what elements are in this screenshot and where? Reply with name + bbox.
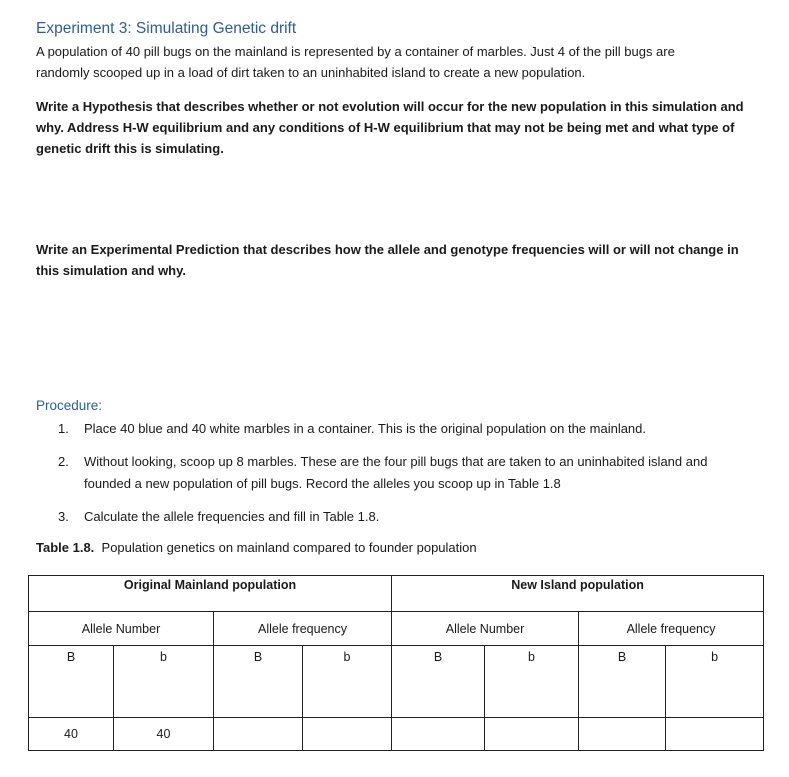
allele-cell: b	[114, 646, 214, 718]
caption-text: Population genetics on mainland compared to founder population	[94, 540, 477, 555]
step-text: Place 40 blue and 40 white marbles in a container. This is the original population on the mainland.	[84, 421, 647, 436]
caption-label: Table 1.8.	[36, 540, 95, 555]
population-table	[28, 575, 764, 751]
step-text: Without looking, scoop up 8 marbles. These are the four pill bugs that are taken to an uninhabited island and	[84, 454, 708, 469]
value-cell[interactable]	[392, 718, 485, 751]
page-title: Experiment 3: Simulating Genetic drift	[36, 20, 297, 37]
allele-cell: B	[214, 646, 303, 718]
table-caption	[36, 540, 477, 555]
allele-cell: B	[579, 646, 666, 718]
value-cell[interactable]	[303, 718, 392, 751]
value-cell[interactable]: 40	[114, 718, 214, 751]
allele-cell: B	[29, 646, 114, 718]
subheader-cell: Allele frequency	[579, 612, 764, 646]
step-text: Calculate the allele frequencies and fill in Table 1.8.	[84, 509, 380, 524]
prediction-prompt	[36, 239, 756, 281]
allele-cell: b	[666, 646, 764, 718]
intro-line: A population of 40 pill bugs on the mainland is represented by a container of marbles. Just 4 of the pill bugs are	[36, 44, 675, 59]
hypothesis-line: Write a Hypothesis that describes whether or not evolution will occur for the new population in this simulation and	[36, 99, 744, 114]
allele-cell: b	[485, 646, 579, 718]
hypothesis-prompt	[36, 96, 756, 159]
intro-paragraph	[36, 41, 756, 83]
prediction-line: Write an Experimental Prediction that describes how the allele and genotype frequencies will or will not change in	[36, 242, 739, 257]
prediction-line: this simulation and why.	[36, 263, 186, 278]
allele-cell: b	[303, 646, 392, 718]
intro-line: randomly scooped up in a load of dirt taken to an uninhabited island to create a new population.	[36, 65, 586, 80]
step-number: 2.	[58, 454, 69, 469]
mainland-header: Original Mainland population	[29, 576, 392, 612]
value-cell[interactable]: 40	[29, 718, 114, 751]
step-number: 3.	[58, 509, 69, 524]
value-cell[interactable]	[485, 718, 579, 751]
hypothesis-line: why. Address H-W equilibrium and any conditions of H-W equilibrium that may not be being met and what type of	[36, 120, 735, 135]
step-number: 1.	[58, 421, 69, 436]
value-cell[interactable]	[666, 718, 764, 751]
allele-cell: B	[392, 646, 485, 718]
hypothesis-line: genetic drift this is simulating.	[36, 141, 224, 156]
subheader-cell: Allele frequency	[214, 612, 392, 646]
step-text: founded a new population of pill bugs. Record the alleles you scoop up in Table 1.8	[84, 476, 561, 491]
subheader-cell: Allele Number	[29, 612, 214, 646]
procedure-heading: Procedure:	[36, 398, 103, 413]
subheader-cell: Allele Number	[392, 612, 579, 646]
value-cell[interactable]	[579, 718, 666, 751]
island-header: New Island population	[392, 576, 764, 612]
value-cell[interactable]	[214, 718, 303, 751]
